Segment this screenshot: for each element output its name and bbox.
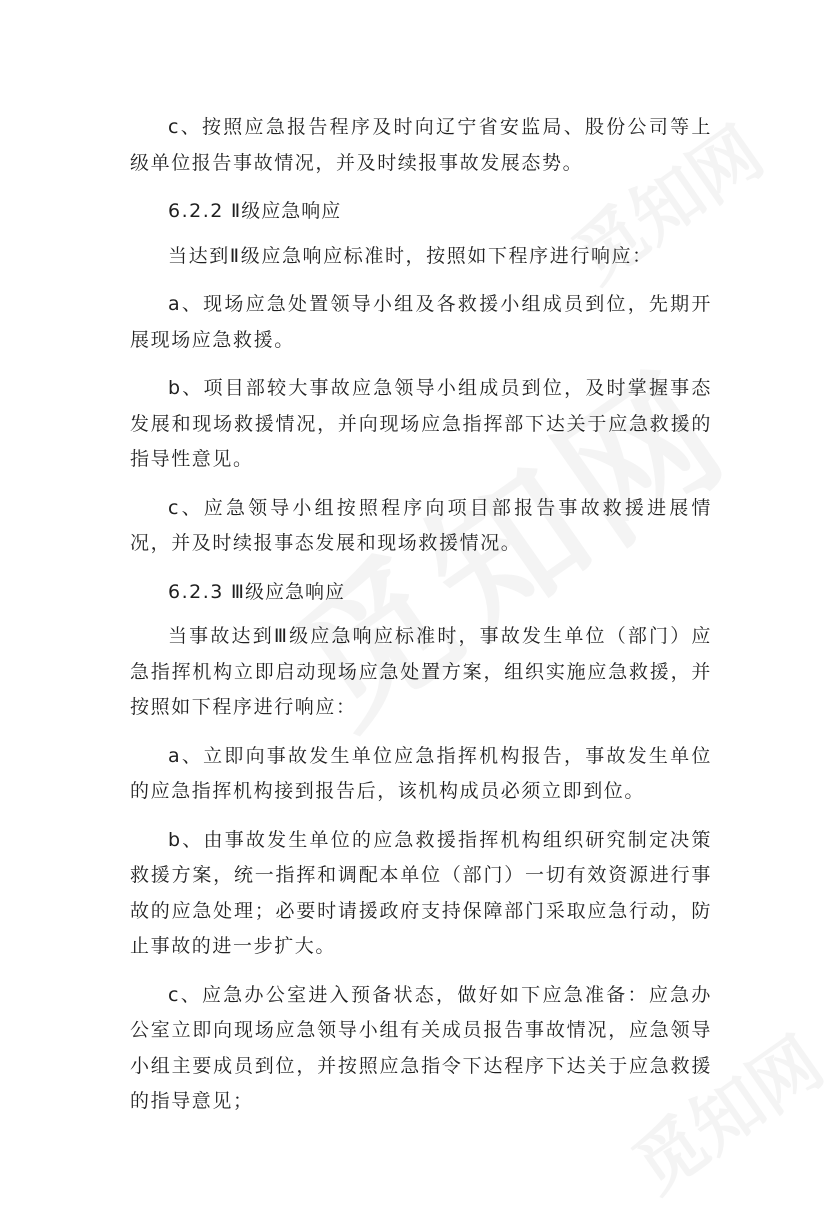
section-number: 6.2.3 bbox=[168, 580, 224, 603]
paragraph-level3-item-c: c、应急办公室进入预备状态，做好如下应急准备：应急办公室立即向现场应急领导小组有关成员报告事故情况，应急领导小组主要成员到位，并按照应急指令下达程序下达关于应急救援的指导意见； bbox=[130, 983, 712, 1112]
paragraph-report-procedure: c、按照应急报告程序及时向辽宁省安监局、股份公司等上级单位报告事故情况，并及时续报事故发展态势。 bbox=[130, 116, 712, 174]
paragraph-level3-intro: 当事故达到Ⅲ级应急响应标准时，事故发生单位（部门）应急指挥机构立即启动现场应急处置方案，组织实施应急救援，并按照如下程序进行响应： bbox=[130, 625, 712, 718]
section-title: Ⅲ级应急响应 bbox=[230, 580, 346, 603]
section-heading-6-2-2 bbox=[130, 194, 712, 230]
section-number: 6.2.2 bbox=[168, 200, 224, 222]
paragraph-level2-intro: 当达到Ⅱ级应急响应标准时，按照如下程序进行响应： bbox=[168, 244, 653, 267]
paragraph-level2-item-c: c、应急领导小组按照程序向项目部报告事故救援进展情况，并及时续报事态发展和现场救援情况。 bbox=[130, 496, 712, 554]
paragraph-level2-item-a: a、现场应急处置领导小组及各救援小组成员到位，先期开展现场应急救援。 bbox=[130, 293, 712, 351]
paragraph-level3-item-b: b、由事故发生单位的应急救援指挥机构组织研究制定决策救援方案，统一指挥和调配本单位（部门）一切有效资源进行事故的应急处理；必要时请援政府支持保障部门采取应急行动，防止事故的进一步扩大。 bbox=[130, 828, 712, 957]
section-heading-6-2-3 bbox=[130, 575, 712, 611]
section-title: Ⅱ级应急响应 bbox=[230, 200, 342, 222]
document-body bbox=[130, 110, 712, 1133]
paragraph-level3-item-a: a、立即向事故发生单位应急指挥机构报告，事故发生单位的应急指挥机构接到报告后，该机构成员必须立即到位。 bbox=[130, 744, 712, 802]
paragraph-level2-item-b: b、项目部较大事故应急领导小组成员到位，及时掌握事态发展和现场救援情况，并向现场应急指挥部下达关于应急救援的指导性意见。 bbox=[130, 377, 712, 470]
